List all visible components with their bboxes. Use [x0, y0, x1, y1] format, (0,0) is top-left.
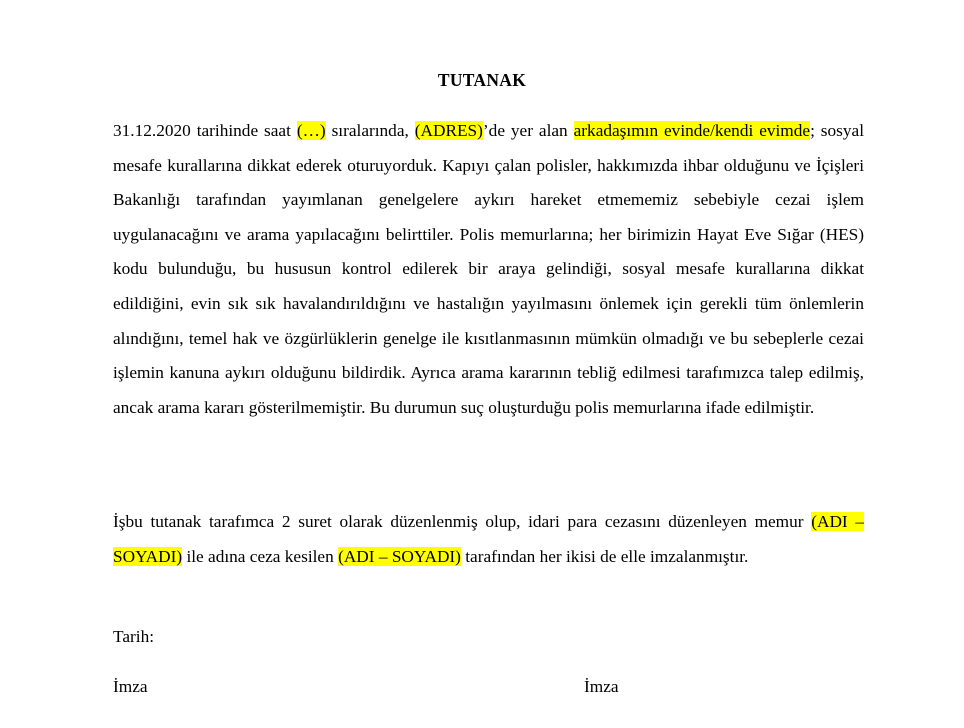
signature-left: İmza: [113, 677, 148, 696]
paragraph-closing: [113, 505, 864, 574]
paragraph-incident: [113, 114, 864, 425]
placeholder-location: arkadaşımın evinde/kendi evimde: [573, 121, 811, 140]
placeholder-time: (…): [296, 121, 326, 140]
paragraph-text: ’de yer alan: [482, 121, 574, 140]
paragraph-text: İşbu tutanak tarafımca 2 suret olarak düzenlenmiş olup, idari para cezasını düzenleyen memur: [113, 512, 812, 531]
placeholder-fined-name: (ADI – SOYADI): [338, 546, 461, 566]
paragraph-text: tarafından her ikisi de elle imzalanmıştır.: [460, 546, 749, 566]
paragraph-text: 31.12.2020 tarihinde saat: [113, 121, 297, 140]
date-label: Tarih:: [113, 627, 155, 646]
paragraph-text: ile adına ceza kesilen: [182, 546, 339, 566]
paragraph-text: sıralarında,: [325, 121, 415, 140]
placeholder-address: (ADRES): [414, 121, 483, 140]
document-title: TUTANAK: [437, 70, 527, 90]
paragraph-text: ; sosyal mesafe kurallarına dikkat ederek oturuyorduk. Kapıyı çalan polisler, hakkımızda ihbar olduğunu ve İçişleri Bakanlığı tarafından yayımlanan genelgelere aykırı hareket etmememiz sebebiyle cezai işlem uygulanacağını ve arama yapılacağını belirttiler. Polis memurlarına; her birimizin Hayat Eve Sığar (HES) kodu bulunduğu, bu hususun kontrol edilerek bir araya gelindiği, sosyal mesafe kurallarına dikkat edildiğini, evin sık sık havalandırıldığını ve hastalığın yayılmasını önlemek için gerekli tüm önlemlerin alındığını, temel hak ve özgürlüklerin genelge ile kısıtlanmasının mümkün olmadığı ve bu sebeplerle cezai işlemin kanuna aykırı olduğunu bildirdik. Ayrıca arama kararının tebliğ edilmesi tarafımızca talep edilmiş, ancak arama kararı gösterilmemiştir. Bu durumun suç oluşturduğu polis memurlarına ifade edilmiştir.: [113, 121, 864, 417]
signature-right: İmza: [584, 677, 619, 696]
placeholder-officer-name: (ADI – SOYADI): [113, 512, 864, 566]
